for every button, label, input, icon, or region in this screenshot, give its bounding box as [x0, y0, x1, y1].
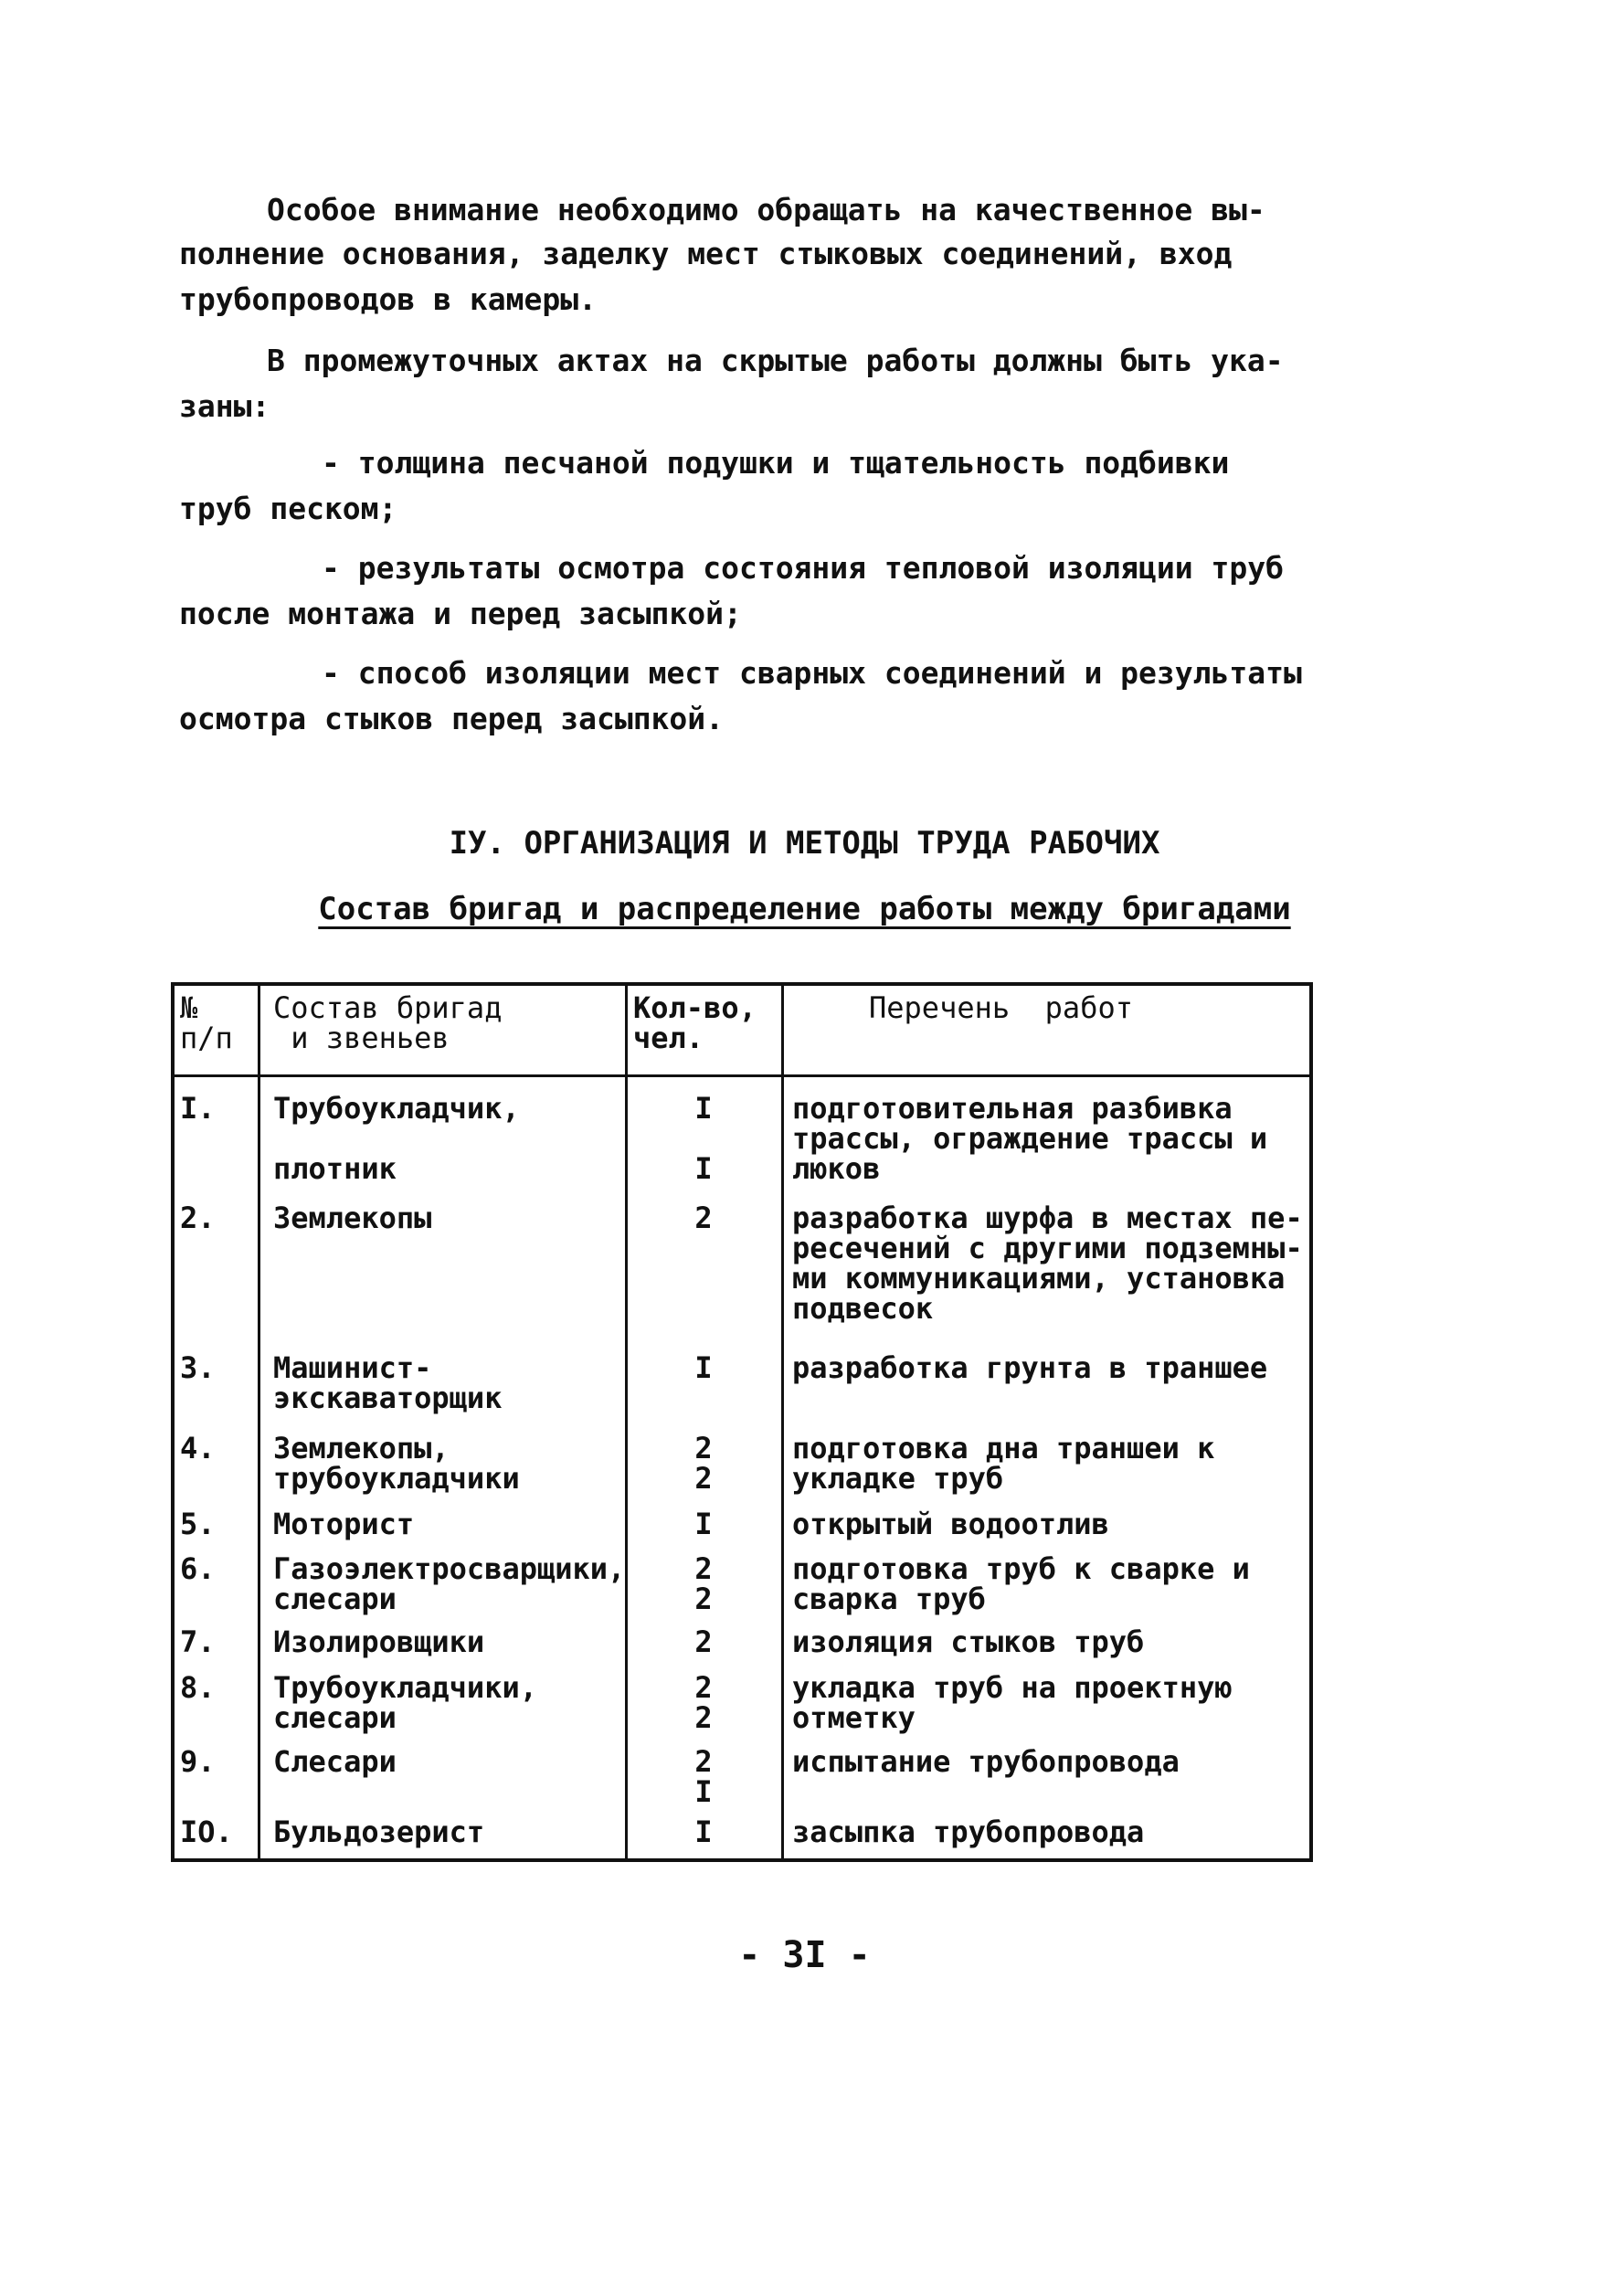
paragraph-4-line-2: после монтажа и перед засыпкой; — [179, 596, 742, 631]
paragraph-2-line-2: заны: — [179, 388, 270, 424]
row-8-num: 8. — [180, 1670, 216, 1705]
row-5-crew: Моторист — [273, 1507, 415, 1541]
row-6-crew: Газоэлектросварщики, слесари — [273, 1551, 626, 1616]
row-5-count: I — [694, 1507, 713, 1541]
row-4-num: 4. — [180, 1431, 216, 1465]
row-2-num: 2. — [180, 1201, 216, 1235]
row-8-works: укладка труб на проектную отметку — [792, 1670, 1233, 1735]
paragraph-3-line-1: - толщина песчаной подушки и тщательность подбивки — [322, 445, 1230, 481]
paragraph-2-line-1: В промежуточных актах на скрытые работы должны быть ука- — [267, 343, 1284, 378]
table-col-divider-2 — [625, 986, 628, 1858]
row-8-crew: Трубоукладчики, слесари — [273, 1670, 537, 1735]
row-7-count: 2 — [694, 1624, 713, 1659]
header-works: Перечень работ — [869, 990, 1133, 1025]
row-5-works: открытый водоотлив — [792, 1507, 1109, 1541]
row-6-works: подготовка труб к сварке и сварка труб — [792, 1551, 1250, 1616]
row-4-works: подготовка дна траншеи к укладке труб — [792, 1431, 1215, 1496]
table-col-divider-3 — [781, 986, 784, 1858]
row-10-crew: Бульдозерист — [273, 1815, 485, 1849]
crew-table — [171, 982, 1313, 1862]
paragraph-3-line-2: труб песком; — [179, 491, 397, 526]
row-7-num: 7. — [180, 1624, 216, 1659]
row-1-crew: Трубоукладчик, плотник — [273, 1091, 520, 1186]
row-5-num: 5. — [180, 1507, 216, 1541]
paragraph-5-line-1: - способ изоляции мест сварных соединений и результаты — [322, 655, 1302, 691]
row-3-count: I — [694, 1350, 713, 1385]
row-2-works: разработка шурфа в местах пе- ресечений с другими подземны- ми коммуникациями, установка подвесок — [792, 1201, 1303, 1326]
row-6-num: 6. — [180, 1551, 216, 1586]
row-1-works: подготовительная разбивка трассы, ограждение трассы и люков — [792, 1091, 1268, 1186]
row-3-works: разработка грунта в траншее — [792, 1350, 1268, 1385]
row-9-works: испытание трубопровода — [792, 1744, 1180, 1779]
row-9-num: 9. — [180, 1744, 216, 1779]
table-title: Состав бригад и распределение работы между бригадами — [318, 891, 1291, 927]
row-10-works: засыпка трубопровода — [792, 1815, 1145, 1849]
row-1-count: I I — [694, 1091, 713, 1186]
row-3-num: 3. — [180, 1350, 216, 1385]
paragraph-1-line-1: Особое внимание необходимо обращать на качественное вы- — [267, 192, 1265, 227]
row-2-crew: Землекопы — [273, 1201, 432, 1235]
row-10-count: I — [694, 1815, 713, 1849]
table-header-divider — [175, 1074, 1309, 1077]
row-9-crew: Слесари — [273, 1744, 397, 1779]
row-6-count: 2 2 — [694, 1551, 713, 1616]
row-8-count: 2 2 — [694, 1670, 713, 1735]
row-10-num: IO. — [180, 1815, 233, 1849]
header-count: Кол-во, чел. — [633, 990, 757, 1055]
row-7-crew: Изолировщики — [273, 1624, 485, 1659]
row-9-count: 2 I — [694, 1744, 713, 1809]
header-crew: Состав бригад и звеньев — [273, 990, 503, 1055]
paragraph-4-line-1: - результаты осмотра состояния тепловой изоляции труб — [322, 550, 1284, 586]
paragraph-5-line-2: осмотра стыков перед засыпкой. — [179, 701, 725, 736]
table-col-divider-1 — [258, 986, 260, 1858]
paragraph-1-line-2: полнение основания, заделку мест стыковых соединений, вход — [179, 236, 1233, 271]
page-number: - 3I - — [738, 1934, 871, 1976]
row-7-works: изоляция стыков труб — [792, 1624, 1145, 1659]
row-1-num: I. — [180, 1091, 216, 1126]
row-4-count: 2 2 — [694, 1431, 713, 1496]
section-title: IУ. ОРГАНИЗАЦИЯ И МЕТОДЫ ТРУДА РАБОЧИХ — [449, 825, 1160, 862]
header-num: № п/п — [180, 990, 233, 1055]
row-2-count: 2 — [694, 1201, 713, 1235]
row-3-crew: Машинист- экскаваторщик — [273, 1350, 503, 1415]
row-4-crew: Землекопы, трубоукладчики — [273, 1431, 520, 1496]
paragraph-1-line-3: трубопроводов в камеры. — [179, 281, 597, 317]
